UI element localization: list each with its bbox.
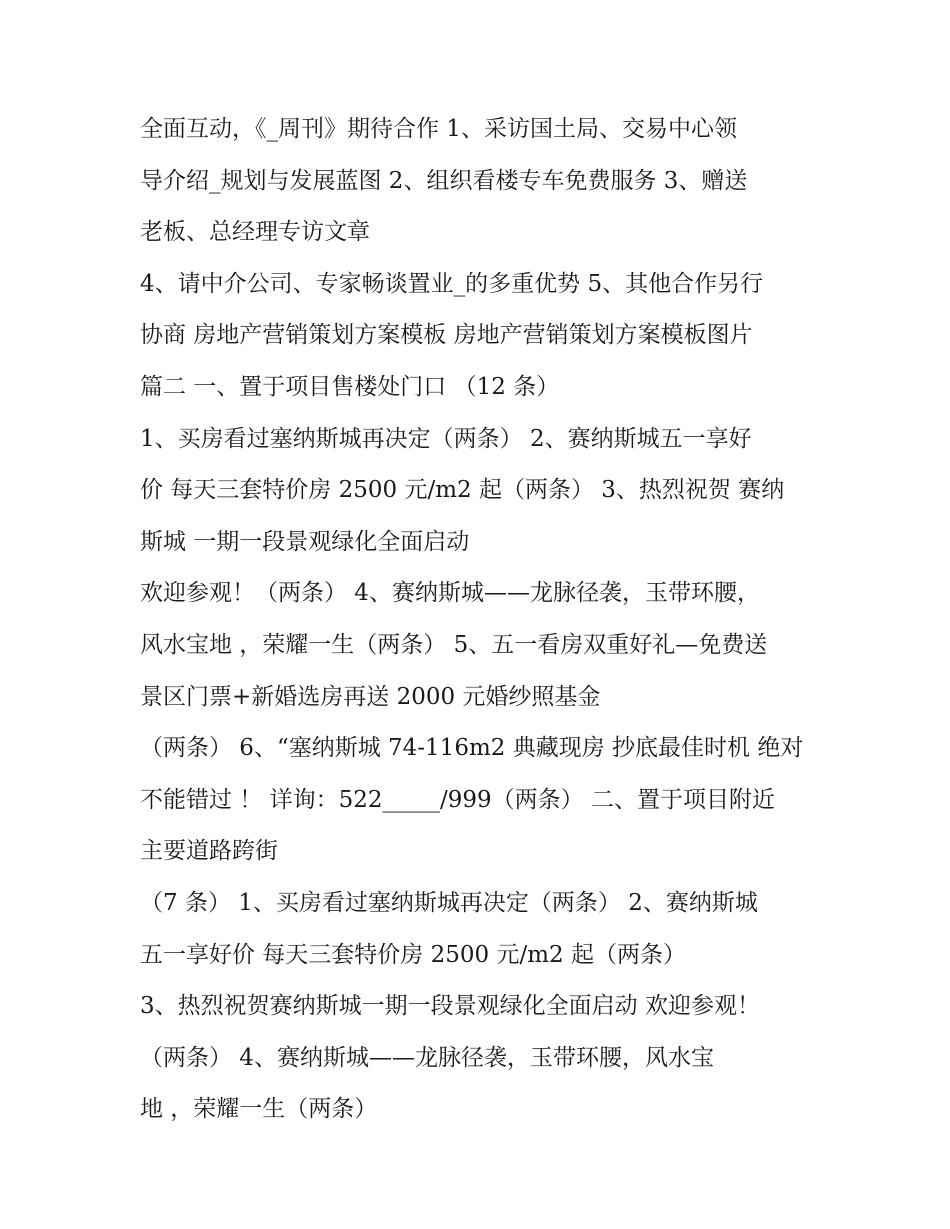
text-line-15: 主要道路跨街 [140, 838, 278, 865]
text-line-19: （两条） 4、赛纳斯城——龙脉径袭，玉带环腰，风水宝 [140, 1044, 714, 1071]
text-line-1: 全面互动，《_周刊》期待合作 1、采访国土局、交易中心领 [140, 116, 737, 142]
text-line-2: 导介绍_规划与发展蓝图 2、组织看楼专车免费服务 3、赠送 [140, 167, 748, 194]
text-line-7: 1、买房看过塞纳斯城再决定（两条） 2、赛纳斯城五一享好 [140, 425, 752, 452]
text-line-12: 景区门票+新婚选房再送 2000 元婚纱照基金 [140, 683, 601, 710]
document-body [140, 104, 840, 1136]
text-line-10: 欢迎参观！（两条） 4、赛纳斯城——龙脉径袭，玉带环腰， [140, 580, 760, 607]
text-line-4: 4、请中介公司、专家畅谈置业_的多重优势 5、其他合作另行 [140, 270, 764, 297]
text-line-20: 地 ，荣耀一生（两条） [140, 1096, 378, 1123]
text-line-8: 价 每天三套特价房 2500 元/m2 起（两条） 3、热烈祝贺 赛纳 [140, 477, 785, 504]
text-line-14: 不能错过 ！ 详询：522_____/999（两条） 二、置于项目附近 [140, 786, 775, 813]
text-line-6: 篇二 一、置于项目售楼处门口 （12 条） [140, 373, 560, 400]
text-line-9: 斯城 一期一段景观绿化全面启动 [140, 528, 470, 555]
text-line-16: （7 条） 1、买房看过塞纳斯城再决定（两条） 2、赛纳斯城 [140, 889, 758, 916]
text-line-11: 风水宝地 ，荣耀一生（两条） 5、五一看房双重好礼—免费送 [140, 631, 768, 658]
text-line-3: 老板、总经理专访文章 [140, 219, 370, 246]
text-line-13: （两条） 6、“塞纳斯城 74-116m2 典藏现房 抄底最佳时机 绝对 [140, 735, 804, 762]
text-line-18: 3、热烈祝贺赛纳斯城一期一段景观绿化全面启动 欢迎参观！ [140, 993, 760, 1020]
text-line-17: 五一享好价 每天三套特价房 2500 元/m2 起（两条） [140, 941, 686, 968]
text-line-5: 协商 房地产营销策划方案模板 房地产营销策划方案模板图片 [140, 322, 753, 349]
